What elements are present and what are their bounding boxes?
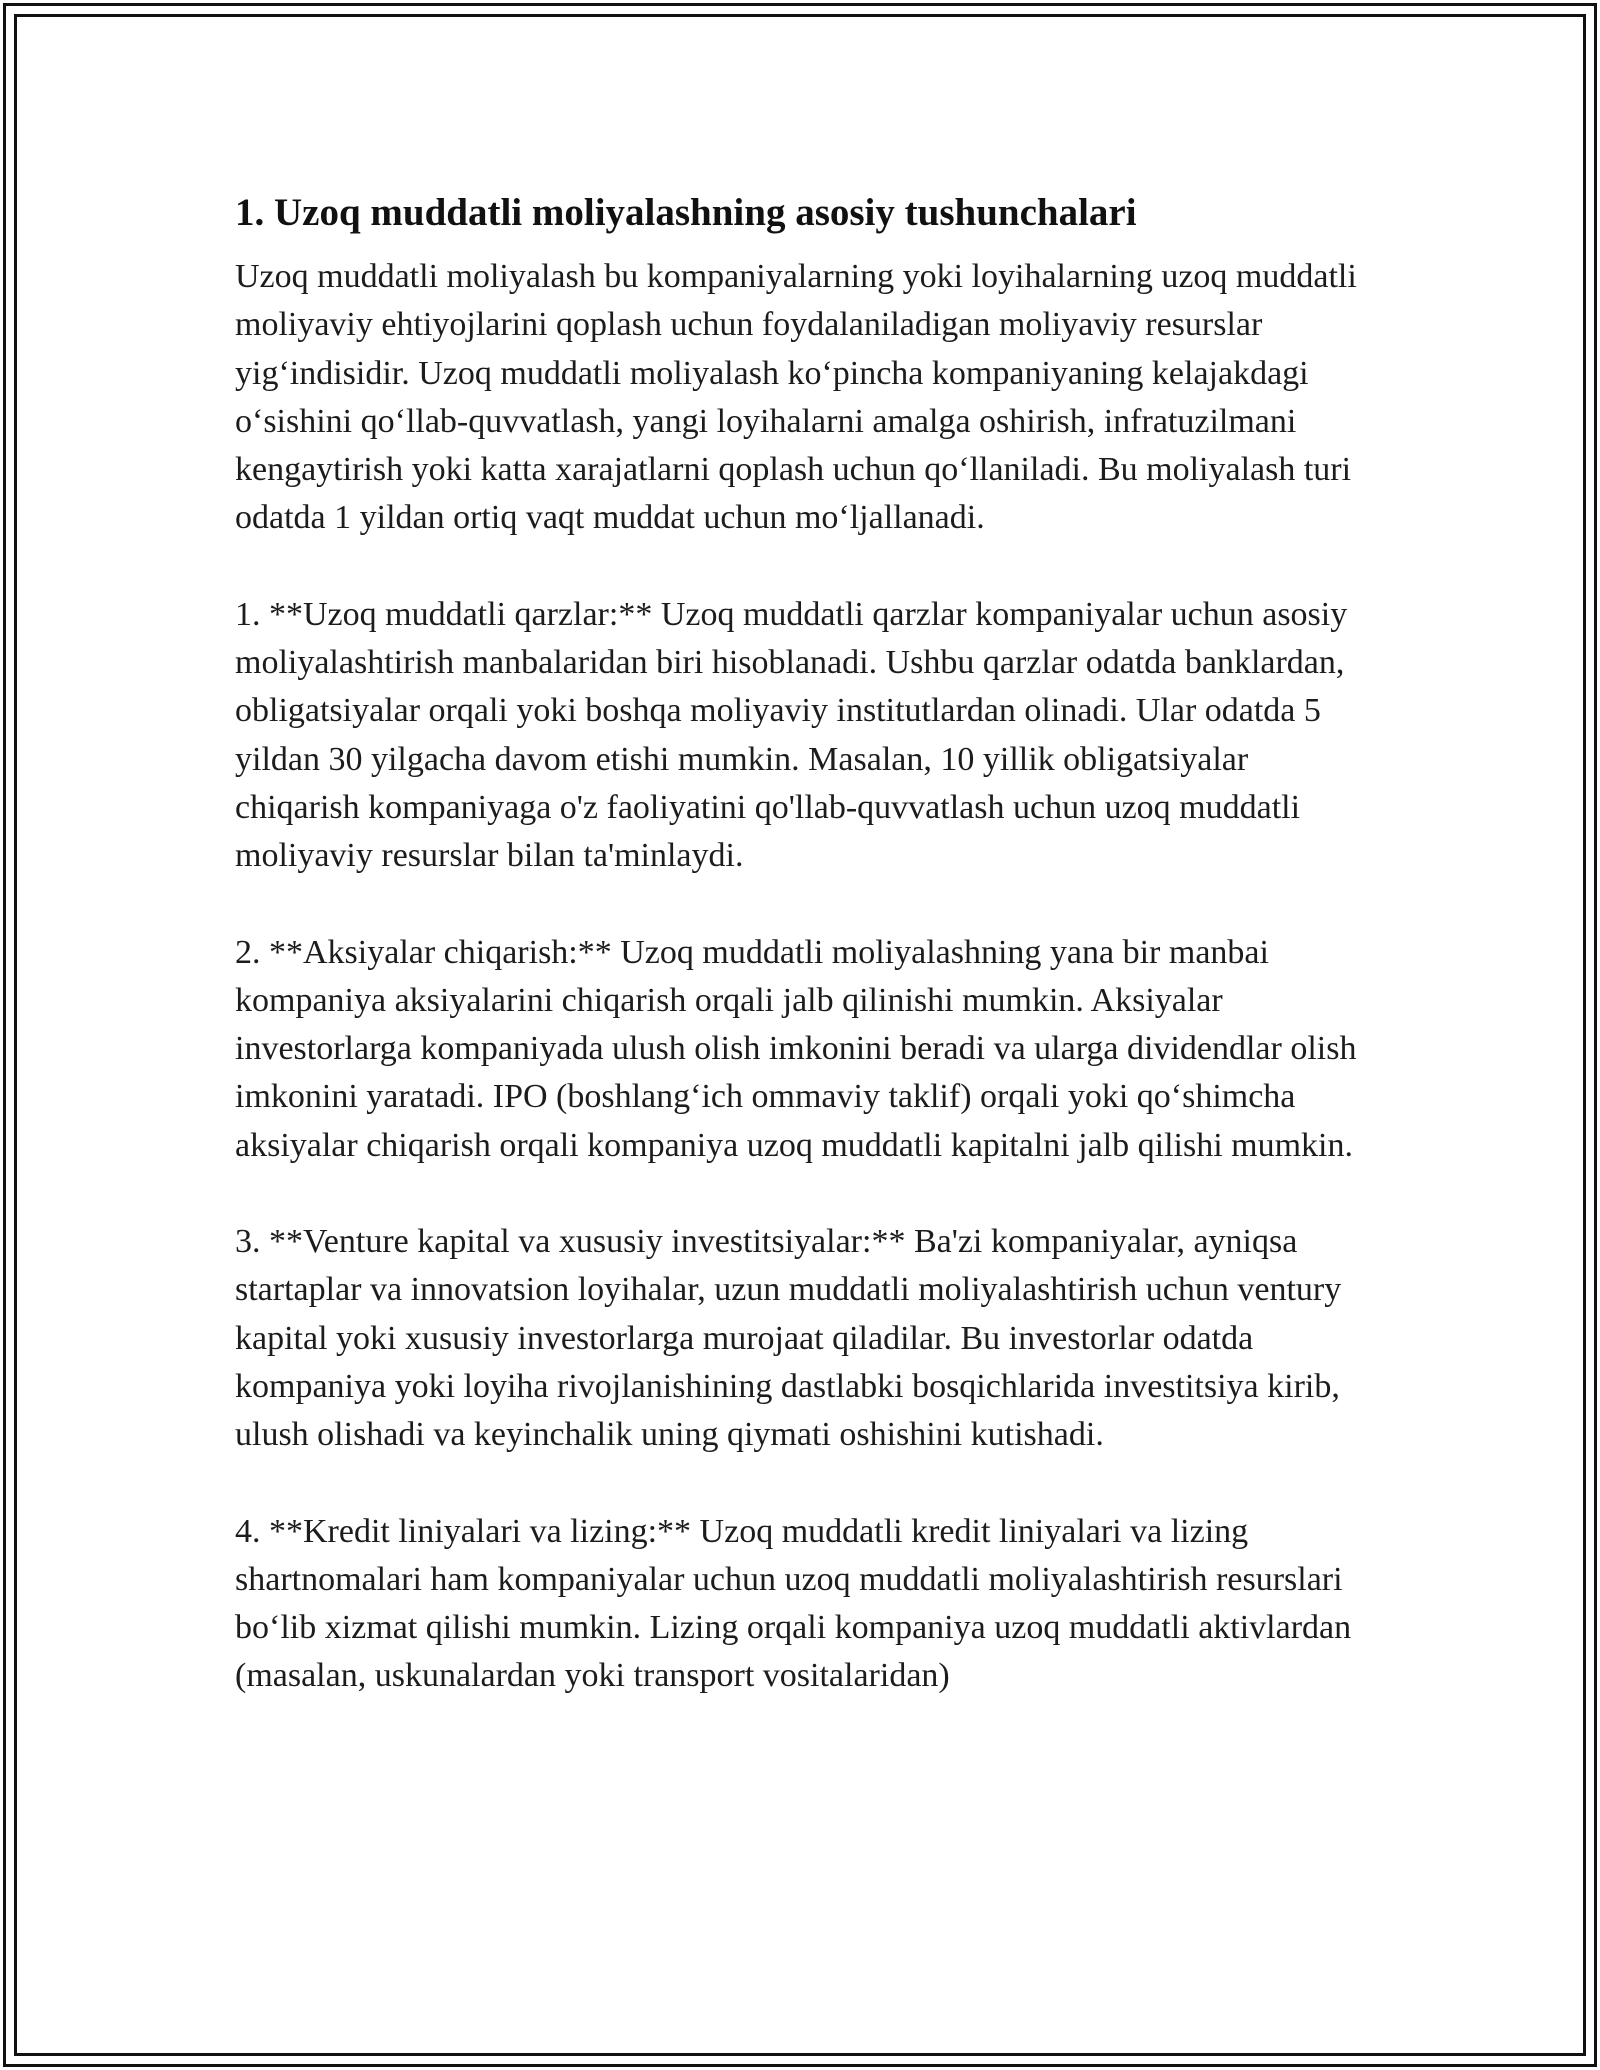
list-item-long-term-loans: 1. **Uzoq muddatli qarzlar:** Uzoq muddatli qarzlar kompaniyalar uchun asosiy moliyalashtirish manbalaridan biri hisoblanadi. Ushbu qarzlar odatda banklardan, obligatsiyalar orqali yoki boshqa moliyaviy institutlardan olinadi. Ular odatda 5 yildan 30 yilgacha davom etishi mumkin. Masalan, 10 yillik obligatsiyalar chiqarish kompaniyaga o'z faoliyatini qo'llab-quvvatlash uchun uzoq muddatli moliyaviy resurslar bilan ta'minlaydi. xyxy=(235,595,1348,875)
section-heading: 1. Uzoq muddatli moliyalashning asosiy tushunchalari xyxy=(235,191,1137,234)
intro-paragraph: Uzoq muddatli moliyalash bu kompaniyalarning yoki loyihalarning uzoq muddatli moliyaviy ehtiyojlarini qoplash uchun foydalaniladigan moliyaviy resurslar yig‘indisidir. Uzoq muddatli moliyalash ko‘pincha kompaniyaning kelajakdagi o‘sishini qo‘llab-quvvatlash, yangi loyihalarni amalga oshirish, infratuzilmani kengaytirish yoki katta xarajatlarni qoplash uchun qo‘llaniladi. Bu moliyalash turi odatda 1 yildan ortiq vaqt muddat uchun mo‘ljallanadi. xyxy=(235,258,1357,537)
list-item-venture-capital: 3. **Venture kapital va xususiy investitsiyalar:** Ba'zi kompaniyalar, ayniqsa startaplar va innovatsion loyihalar, uzun muddatli moliyalashtirish uchun ventury kapital yoki xususiy investorlarga murojaat qiladilar. Bu investorlar odatda kompaniya yoki loyiha rivojlanishining dastlabki bosqichlarida investitsiya kirib, ulush olishadi va keyinchalik uning qiymati oshishini kutishadi. xyxy=(235,1223,1342,1454)
document-body xyxy=(235,183,1370,1701)
list-item-credit-lines-leasing: 4. **Kredit liniyalari va lizing:** Uzoq muddatli kredit liniyalari va lizing shartnomalari ham kompaniyalar uchun uzoq muddatli moliyalashtirish resurslari bo‘lib xizmat qilishi mumkin. Lizing orqali kompaniya uzoq muddatli aktivlardan (masalan, uskunalardan yoki transport vositalaridan) xyxy=(235,1512,1352,1695)
list-item-share-issuance: 2. **Aksiyalar chiqarish:** Uzoq muddatli moliyalashning yana bir manbai kompaniya aksiyalarini chiqarish orqali jalb qilinishi mumkin. Aksiyalar investorlarga kompaniyada ulush olish imkonini beradi va ularga dividendlar olish imkonini yaratadi. IPO (boshlang‘ich ommaviy taklif) orqali yoki qo‘shimcha aksiyalar chiqarish orqali kompaniya uzoq muddatli kapitalni jalb qilishi mumkin. xyxy=(235,933,1357,1164)
